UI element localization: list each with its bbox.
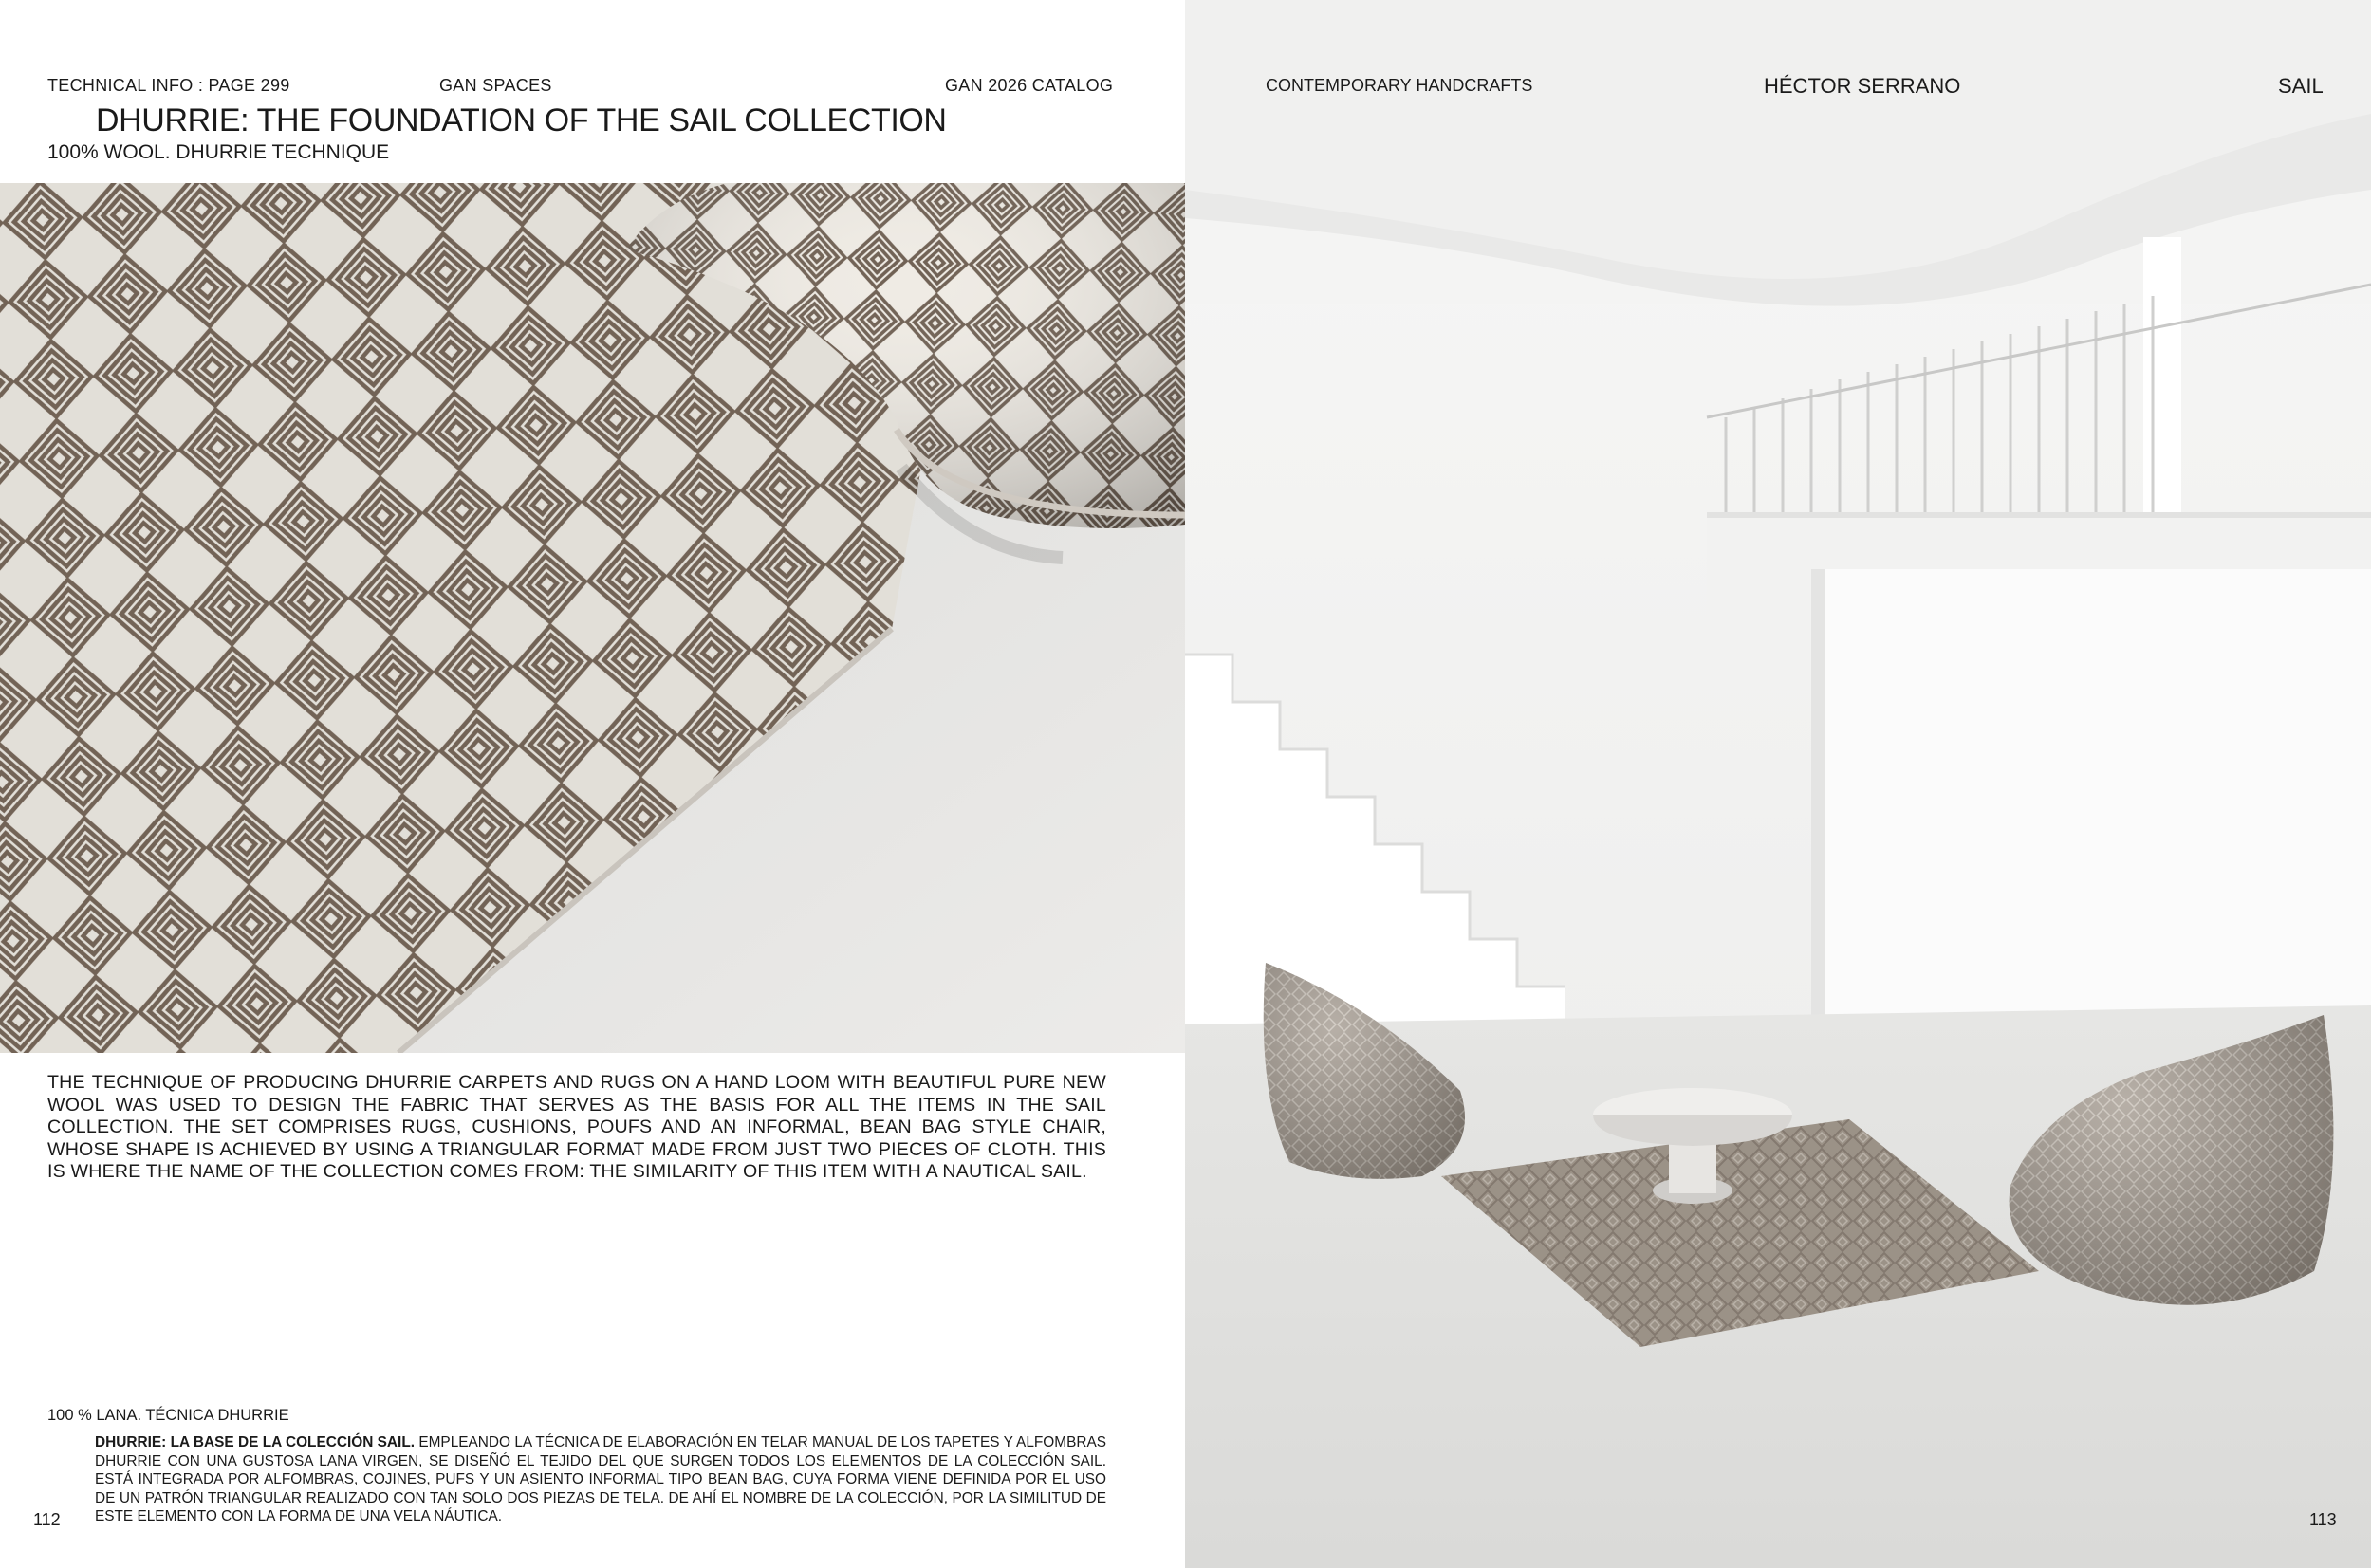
page-number-right: 113 (2309, 1510, 2337, 1529)
spanish-subtitle: 100 % LANA. TÉCNICA DHURRIE (47, 1407, 289, 1424)
page-title: DHURRIE: THE FOUNDATION OF THE SAIL COLLECTION (96, 102, 947, 138)
header-catalog: GAN 2026 CATALOG (945, 76, 1114, 95)
spanish-lead: DHURRIE: LA BASE DE LA COLECCIÓN SAIL. (95, 1434, 415, 1450)
body-text-spanish (95, 1433, 1106, 1526)
page-subtitle: 100% WOOL. DHURRIE TECHNIQUE (47, 141, 390, 163)
interior-room-photo (1185, 0, 2371, 1568)
rug-closeup-photo (0, 183, 1185, 1053)
header-technical-info: TECHNICAL INFO : PAGE 299 (47, 76, 290, 95)
body-text-english: THE TECHNIQUE OF PRODUCING DHURRIE CARPETS AND RUGS ON A HAND LOOM WITH BEAUTIFUL PURE NEW WOOL WAS USED TO DESIGN THE FABRIC THAT SERVES AS THE BASIS FOR ALL THE ITEMS IN THE SAIL COLLECTION. THE SET COMPRISES RUGS, CUSHIONS, POUFS AND AN INFORMAL, BEAN BAG STYLE CHAIR, WHOSE SHAPE IS ACHIEVED BY USING A TRIANGULAR FORMAT MADE FROM JUST TWO PIECES OF CLOTH. THIS IS WHERE THE NAME OF THE COLLECTION COMES FROM: THE SIMILARITY OF THIS ITEM WITH A NAUTICAL SAIL. (47, 1072, 1106, 1182)
header-section: CONTEMPORARY HANDCRAFTS (1266, 76, 1533, 95)
header-collection: SAIL (2278, 74, 2324, 98)
spanish-body: EMPLEANDO LA TÉCNICA DE ELABORACIÓN EN TELAR MANUAL DE LOS TAPETES Y ALFOMBRAS DHURRIE CON UNA GUSTOSA LANA VIRGEN, SE DISEÑÓ EL TEJIDO DEL QUE SURGEN TODOS LOS ELEMENTOS DE LA COLECCIÓN SAIL. ESTÁ INTEGRADA POR ALFOMBRAS, COJINES, PUFS Y UN ASIENTO INFORMAL TIPO BEAN BAG, CUYA FORMA VIENE DEFINIDA POR EL USO DE UN PATRÓN TRIANGULAR REALIZADO CON TAN SOLO DOS PIEZAS DE TELA. DE AHÍ EL NOMBRE DE LA COLECCIÓN, POR LA SIMILITUD DE ESTE ELEMENTO CON LA FORMA DE UNA VELA NÁUTICA. (95, 1434, 1106, 1525)
header-gan-spaces: GAN SPACES (439, 76, 552, 95)
right-page (1185, 0, 2371, 1568)
header-designer: HÉCTOR SERRANO (1764, 74, 1961, 98)
left-page (0, 0, 1185, 1568)
page-number-left: 112 (33, 1510, 61, 1529)
